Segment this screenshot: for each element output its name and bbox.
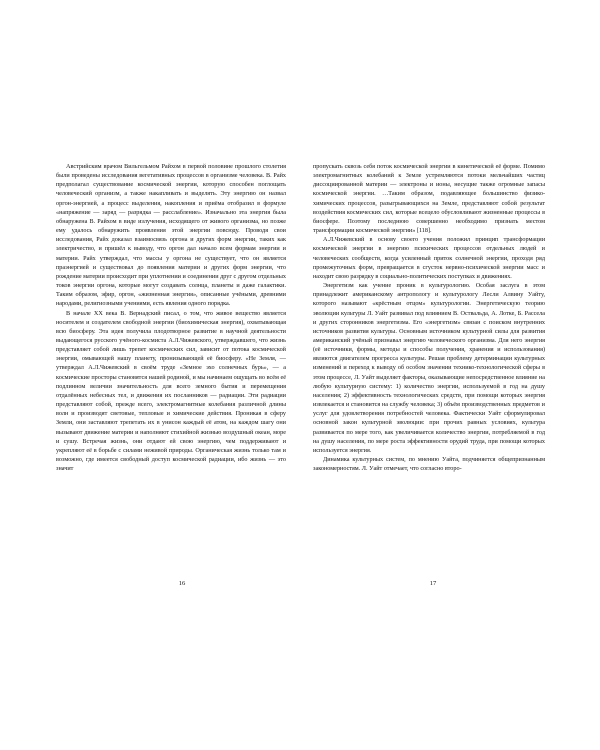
paragraph: А.Л.Чижевский в основу своего учения положил принцип трансформации космической энергии в энергию психических процессов отдельных людей и человеческих сообществ, когда усиленный приток солнечной энергии, проходя ряд промежуточных форм, превращается в сгусток нервно-психической энергии масс и находит свою разрядку в социально-политических поступках и движениях.	[313, 236, 545, 280]
paragraph: Энергетизм как учение проник в культурологию. Особая заслуга в этом принадлежит американскому антропологу и культурологу Лесли Алвину Уайту, которого называют «крёстным отцом» культурологии. Энергетическую теорию эволюции культуры Л. Уайт развивал под влиянием В. Оствальда, А. Лотке, Б. Рассела и других сторонников энергетизма. Его «энергетизм» связан с поиском внутренних источников развития культуры. Основным источником культурной силы для развития американский учёный признавал энергию человеческого организма. Для него энергия (её источники, формы, методы и способы получения, хранения и использования) являются двигателем прогресса культуры. Решая проблему детерминации культурных изменений и переход к выводу об особом значении технико-технологической сферы в этом процессе, Л. Уайт выделяет факторы, оказывающие непосредственное влияние на любую культурную систему: 1) количество энергии, используемой в год на душу населения; 2) эффективность технологических средств, при помощи которых энергия извлекается и становится на службу человека; 3) объём производственных предметов и услуг для удовлетворения потребностей человека. Фактически Уайт сформулировал основной закон культурной эволюции: при прочих равных условиях, культура развивается по мере того, как увеличивается количество энергии, потребляемой в год на душу населения, по мере роста эффективности орудий труда, при помощи которых используется энергия.	[313, 282, 545, 454]
page-number-right: 17	[429, 580, 437, 587]
left-page	[56, 162, 286, 662]
page-number-left: 16	[178, 580, 186, 587]
paragraph: Динамика культурных систем, по мнению Уайта, подчиняется общепризнанным закономерностям. Л. Уайт отмечает, что согласно второ-	[313, 456, 545, 473]
paragraph: Австрийским врачом Вильгельмом Райхом в первой половине прошлого столетия были проведены исследования вегетативных процессов в организме человека. В. Райх предполагал существование космической энергии, которую способен поглощать человеческий организм, а также накапливать и выделять. Эту энергию он назвал оргон-энергией, а процесс выделения, накопления и приёма отобразил в формуле «напряжение — заряд — разрядка — расслабление». Изначально эта энергия была обнаружена В. Райхом в виде излучения, исходящего от живого организма, но позже ему удалось обнаружить проявления этой энергии повсюду. Проводя свои исследования, Райх доказал взаимосвязь оргона и других форм энергии, таких как электричество, и пришёл к выводу, что оргон дал начало всем формам энергии и материи. Райх утверждал, что массы у оргона не существует, что он является праэнергией и существовал до появления материи и других форм энергии, что рождение материи происходит при уплотнении и соединении друг с другом отдельных токов энергии оргона, которые могут создавать солнца, планеты и даже галактики. Таким образом, эфир, оргон, «жизненная энергия», описанные учёными, древними народами, религиозными учениями, есть явления одного порядка.	[56, 163, 286, 308]
left-page-text	[56, 162, 286, 473]
paragraph: пропускать сквозь себя поток космической энергии в кинетической её форме. Помимо электромагнитных колебаний к Земле устремляются потоки мельчайших частиц диссоциированной материи — электроны и ионы, несущие также огромные запасы космической энергии. …Таким образом, подавляющее большинство физико-химических процессов, разыгрывающихся на Земле, представляют собой результат воздействия космических сил, которые всецело обусловливают жизненные процессы в биосфере. Поэтому последнюю совершенно необходимо признать местом трансформации космической энергии» [118].	[313, 163, 545, 235]
paragraph: В начале XX века В. Вернадский писал, о том, что живое вещество является носителем и создателем свободной энергии (биохимическая энергия), охватывающая всю биосферу. Эта идея получила плодотворное развитие в научной деятельности выдающегося русского учёного-космиста А.Л.Чижевского, утверждавшего, что жизнь представляет собой лишь трепет космических сил, зависит от потока космической энергии, омывающей нашу планету, пронизывающей её биосферу. «Не Земля, — утверждал А.Л.Чижевский в своём труде «Земное эхо солнечных бурь», — а космические просторы становятся нашей родиной, и мы начинаем ощущать во всём её подлинном величии значительность для всего земного бытия и перемещения отдалённых небесных тел, и движения их посланников — радиации. Эти радиации представляют собой, прежде всего, электромагнитные колебания различной длины волн и производят световые, тепловые и химические действия. Проникая в сферу Земли, они заставляют трепетать их в унисон каждый её атом, на каждом шагу они вызывают движение материи и наполняют стихийной жизнью воздушный океан, море и сушу. Встречая жизнь, они отдают ей свою энергию, чем поддерживают и укрепляют её в борьбе с силами неживой природы. Органическая жизнь только там и возможно, где имеется свободный доступ космической радиации, ибо жизнь — это значит	[56, 309, 286, 473]
right-page-text	[313, 162, 545, 473]
right-page	[313, 162, 545, 662]
